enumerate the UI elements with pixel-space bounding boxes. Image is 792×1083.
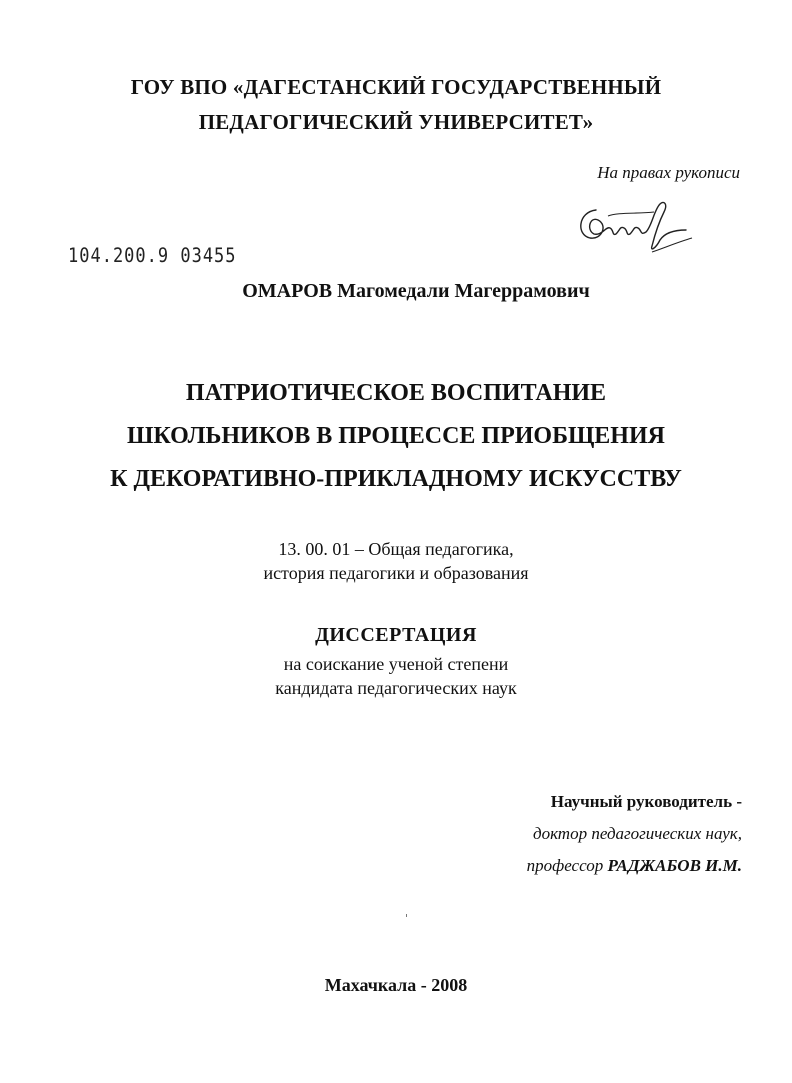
supervisor-degree: доктор педагогических наук, bbox=[532, 824, 742, 843]
manuscript-note: На правах рукописи bbox=[597, 163, 740, 182]
supervisor-rank-line bbox=[527, 850, 742, 882]
document-type: ДИССЕРТАЦИЯ bbox=[315, 624, 477, 646]
specialty-line-2: история педагогики и образования bbox=[263, 563, 529, 583]
title-line-3: К ДЕКОРАТИВНО-ПРИКЛАДНОМУ ИСКУССТВУ bbox=[110, 466, 682, 492]
institution-name bbox=[0, 70, 792, 140]
scan-speck bbox=[406, 914, 407, 917]
signature-image bbox=[568, 190, 698, 262]
institution-line-1: ГОУ ВПО «ДАГЕСТАНСКИЙ ГОСУДАРСТВЕННЫЙ bbox=[130, 75, 662, 99]
specialty-line-1: 13. 00. 01 – Общая педагогика, bbox=[278, 539, 514, 559]
supervisor-block bbox=[527, 786, 742, 882]
title-line-2: ШКОЛЬНИКОВ В ПРОЦЕССЕ ПРИОБЩЕНИЯ bbox=[127, 423, 665, 449]
city-year: Махачкала - 2008 bbox=[324, 975, 468, 995]
supervisor-name: РАДЖАБОВ И.М. bbox=[607, 856, 742, 875]
author-name: ОМАРОВ Магомедали Магеррамович bbox=[242, 280, 590, 302]
institution-line-2: ПЕДАГОГИЧЕСКИЙ УНИВЕРСИТЕТ» bbox=[198, 110, 594, 134]
supervisor-heading: Научный руководитель - bbox=[550, 792, 742, 811]
dissertation-title bbox=[0, 372, 792, 501]
catalog-code: 104.200.9 03455 bbox=[68, 244, 237, 268]
specialty bbox=[0, 537, 792, 585]
title-line-1: ПАТРИОТИЧЕСКОЕ ВОСПИТАНИЕ bbox=[185, 380, 607, 406]
degree-info bbox=[0, 652, 792, 700]
degree-line-2: кандидата педагогических наук bbox=[275, 678, 517, 698]
degree-line-1: на соискание ученой степени bbox=[283, 654, 509, 674]
supervisor-rank: профессор bbox=[526, 856, 604, 875]
